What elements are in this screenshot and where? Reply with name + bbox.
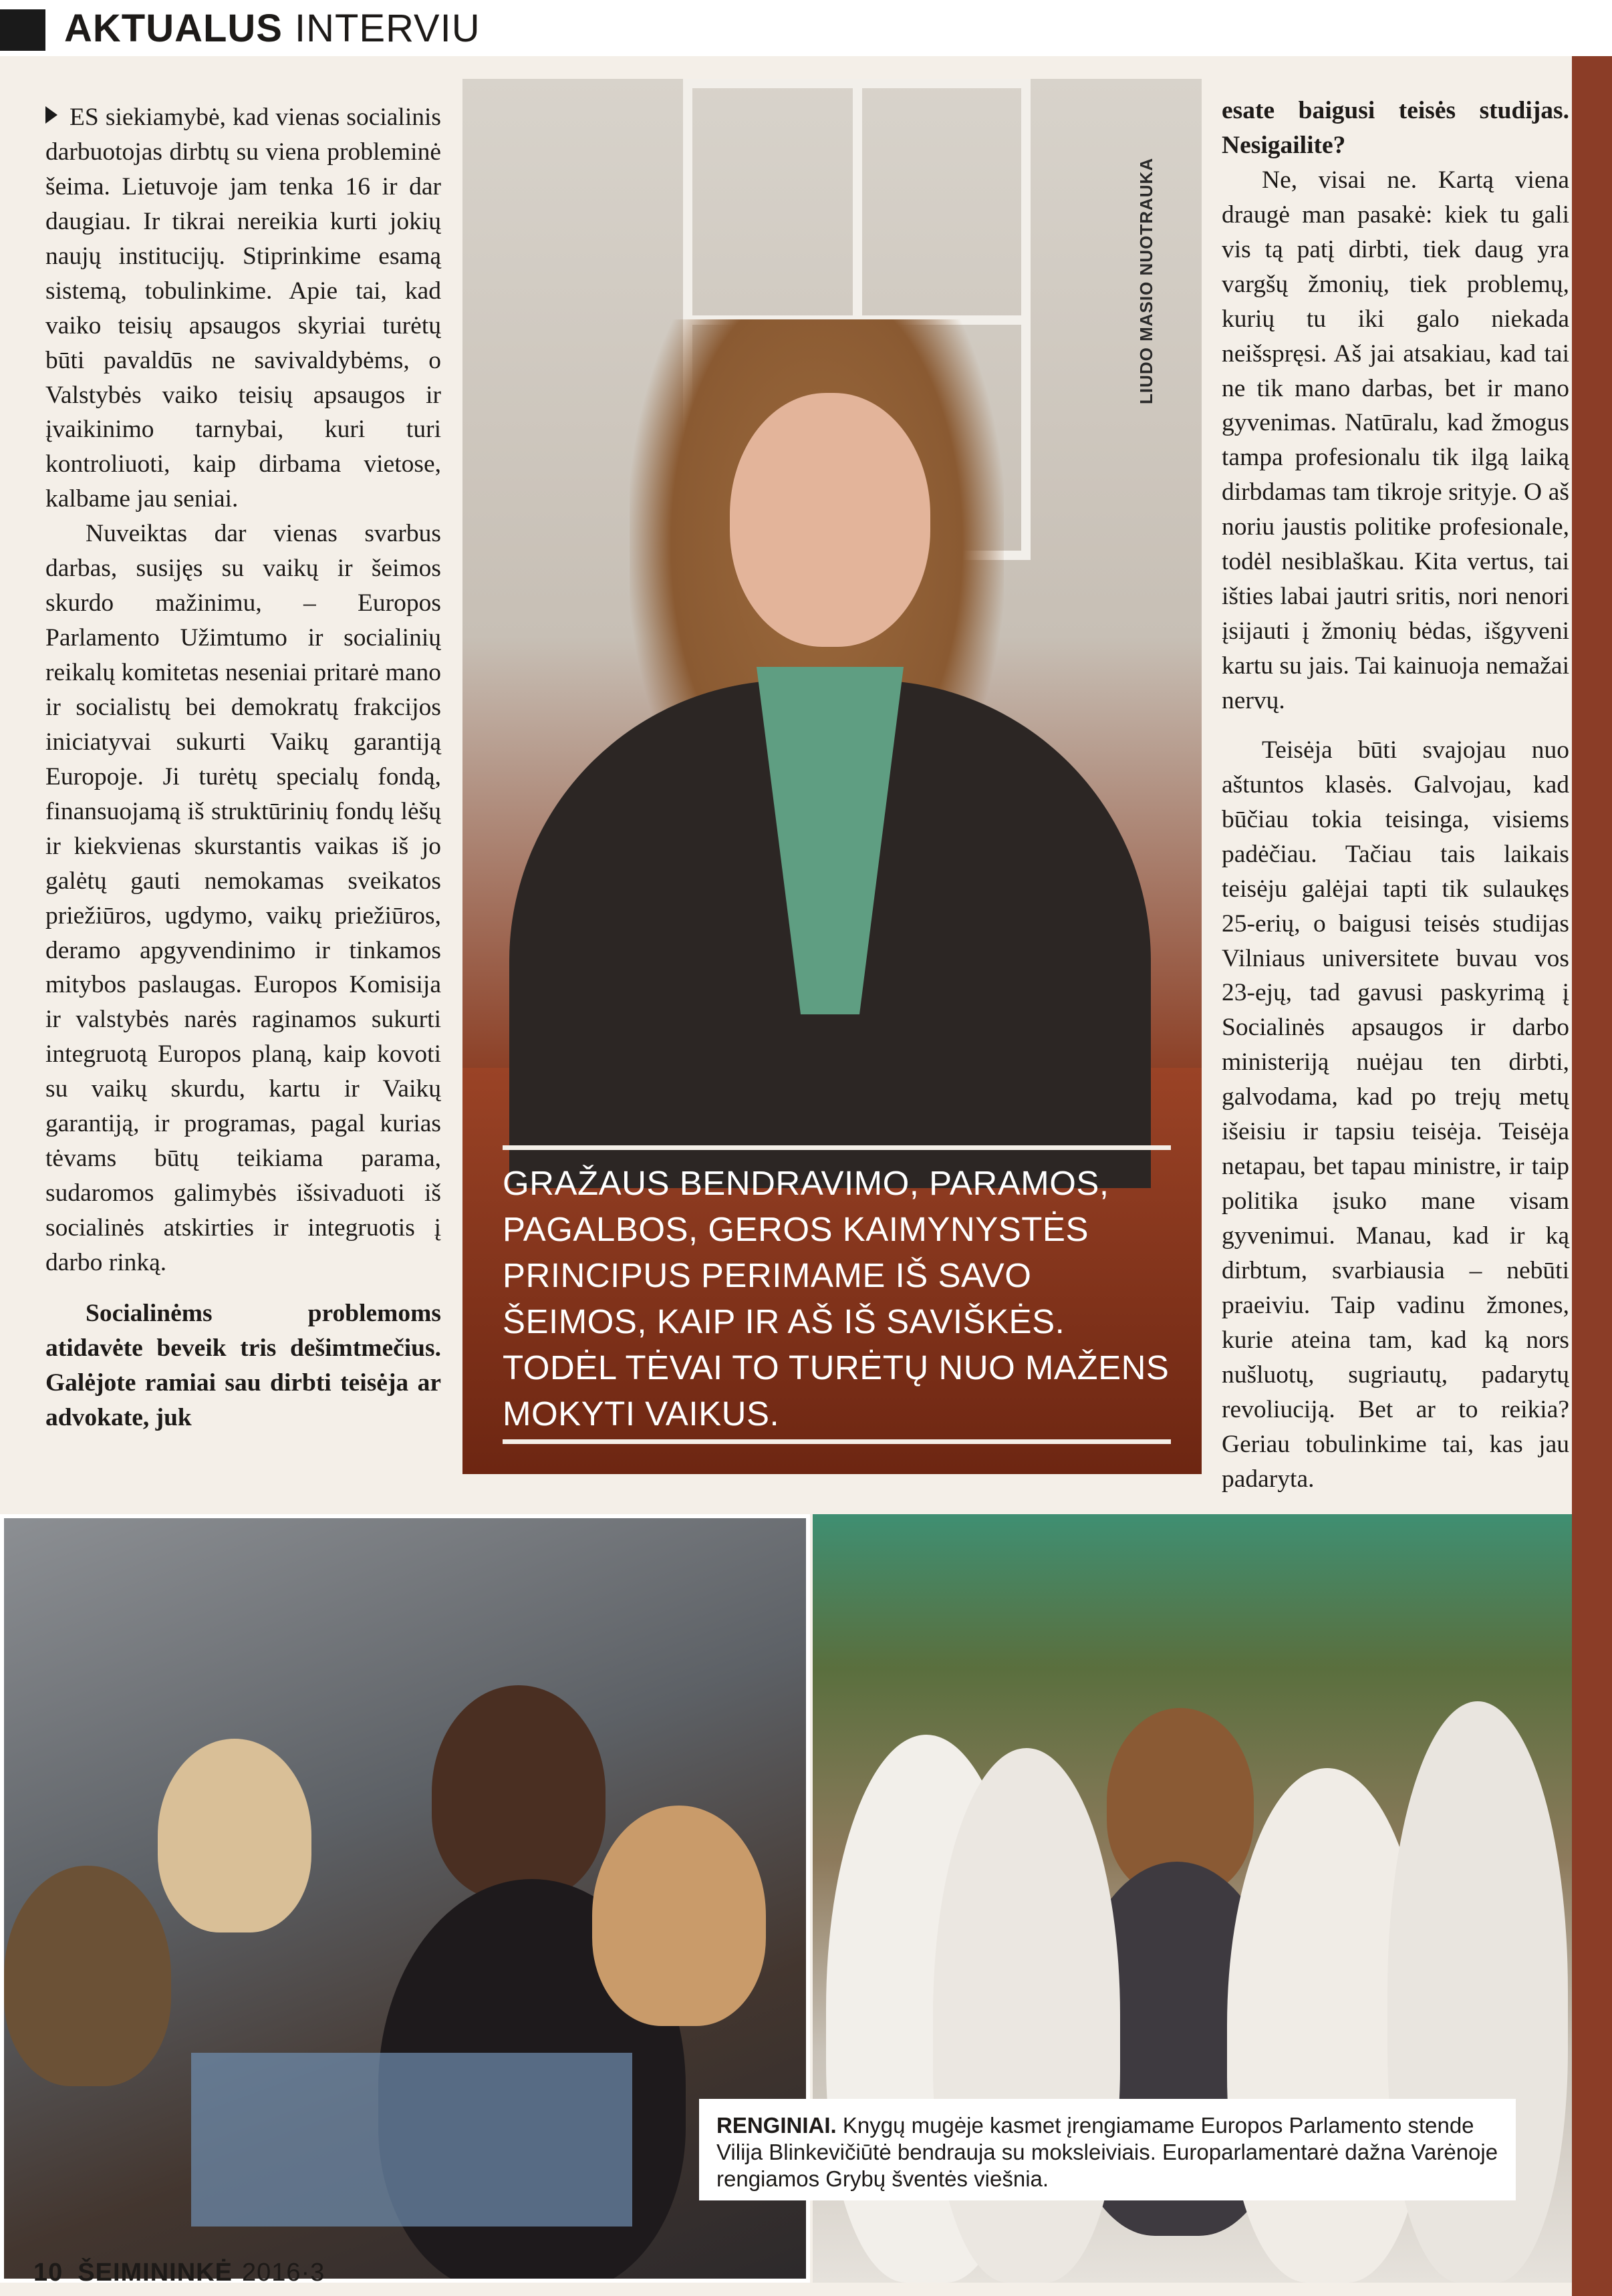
page-number: 10	[33, 2259, 63, 2287]
header-marker	[0, 9, 45, 51]
figure-child	[4, 1866, 171, 2086]
interview-question: Socialinėms problemoms atidavėte beveik tris dešimtmečius. Galėjote ramiai sau dirbti teisėja ar advokate, juk	[45, 1299, 441, 1431]
left-column	[45, 100, 441, 1435]
page-edge-strip	[1572, 0, 1612, 2296]
subsection-label: INTERVIU	[294, 7, 481, 50]
figure-folk-singer	[933, 1748, 1120, 2283]
arrow-icon	[45, 106, 57, 124]
photo-caption	[699, 2099, 1516, 2200]
quote-rule-bottom	[503, 1439, 1171, 1444]
section-header	[0, 0, 1612, 56]
event-photo-book-fair	[0, 1514, 810, 2283]
portrait-face	[730, 393, 930, 647]
figure-woman	[432, 1685, 606, 1899]
pull-quote	[503, 1145, 1171, 1447]
issue-number: 2016·3	[241, 2259, 325, 2287]
table-with-dice	[191, 2053, 632, 2227]
caption-label: RENGINIAI.	[716, 2113, 837, 2138]
right-column	[1222, 94, 1569, 1616]
magazine-name: ŠEIMININKĖ	[78, 2259, 233, 2287]
section-label: AKTUALUS	[64, 7, 283, 50]
section-title	[64, 5, 481, 52]
quote-rule-top	[503, 1145, 1171, 1150]
photo-credit: LIUDO MASIO NUOTRAUKA	[1136, 157, 1156, 404]
figure-child	[158, 1739, 311, 1932]
figure-child	[592, 1806, 766, 2026]
interview-question-continued: esate baigusi teisės studijas. Nesigailite?	[1222, 97, 1569, 159]
paragraph: Ne, visai ne. Kartą viena draugė man pasakė: kiek tu gali vis tą patį dirbti, tiek daug yra vargšų žmonių, tiek problemų, kurių tu iki galo niekada neišspręsi. Aš jai atsakiau, kad tai ne tik mano darbas, bet ir mano gyvenimas. Natūralu, kad žmogus tampa profesionalu tik ilgą laiką dirbdamas tam tikroje srityje. O aš noriu jaustis politike profesionale, todėl nesiblaškau. Kita vertus, tai išties labai jautri sritis, nori nenori įsijauti į žmonių bėdas, išgyveni kartu su jais. Tai kainuoja nemažai nervų.	[1222, 166, 1569, 714]
caption-text: Knygų mugėje kasmet įrengiamame Europos Parlamento stende Vilija Blinkevičiūtė bendrauja su moksleiviais. Europarlamentarė dažna Varėnoje rengiamos Grybų šventės viešnia.	[716, 2113, 1498, 2191]
paragraph: Teisėja būti svajojau nuo aštuntos klasės. Galvojau, kad būčiau tokia teisinga, visiems padėčiau. Tačiau tais laikais teisėju galėjai tapti tik sulaukęs 25-erių, o baigusi teisės studijas Vilniaus universitete buvau vos 23-ejų, tad gavusi paskyrimą į Socialinės apsaugos ir darbo ministeriją nuėjau ten dirbti, galvodama, kad po trejų metų išeisiu ir tapsiu teisėja. Teisėja netapau, bet tapau ministre, ir taip politika įsuko mane visam gyvenimui. Manau, kad ir ką dirbtum, svarbiausia – nebūti praeiviu. Taip vadinu žmones, kurie ateina tam, kad ką nors nušluotų, sugriautų, padarytų revoliuciją. Bet ar to reikia? Geriau tobulinkime tai, kas jau padaryta.	[1222, 736, 1569, 1493]
paragraph: Nuveiktas dar vienas svarbus darbas, susijęs su vaikų ir šeimos skurdo mažinimu, – Europos Parlamento Užimtumo ir socialinių reikalų komitetas neseniai pritarė mano ir socialistų bei demokratų frakcijos iniciatyvai sukurti Vaikų garantiją Europoje. Ji turėtų specialų fondą, finansuojamą iš struktūrinių fondų lėšų ir kiekvienas skurstantis vaikas iš jo galėtų gauti nemokamas sveikatos priežiūros, ugdymo, vaikų priežiūros, deramo apgyvendinimo ir tinkamos mitybos paslaugas. Europos Komisija ir valstybės narės raginamos sukurti integruotą Europos planą, kaip kovoti su vaikų skurdu, kartu ir Vaikų garantiją, ir programas, pagal kurias tėvams būtų teikiama parama, sudaromos galimybės išsivaduoti iš socialinės atskirties ir integruotis į darbo rinką.	[45, 520, 441, 1276]
page-footer	[33, 2259, 325, 2287]
pull-quote-text: GRAŽAUS BENDRAVIMO, PARAMOS, PAGALBOS, GEROS KAIMYNYSTĖS PRINCIPUS PERIMAME IŠ SAVO ŠEIMOS, KAIP IR AŠ IŠ SAVIŠKĖS. TODĖL TĖVAI TO TURĖTŲ NUO MAŽENS MOKYTI VAIKUS.	[503, 1164, 1170, 1433]
paragraph: ES siekiamybė, kad vienas socialinis darbuotojas dirbtų su viena probleminė šeima. Lietuvoje jam tenka 16 ir dar daugiau. Ir tikrai nereikia kurti jokių naujų institucijų. Stiprinkime esamą sistemą, tobulinkime. Apie tai, kad vaiko teisių apsaugos skyriai turėtų būti pavaldūs ne savivaldybėms, o Valstybės vaiko teisių apsaugos ir įvaikinimo tarnybai, kuri turi kontroliuoti, kaip dirbama vietose, kalbame jau seniai.	[45, 104, 441, 513]
